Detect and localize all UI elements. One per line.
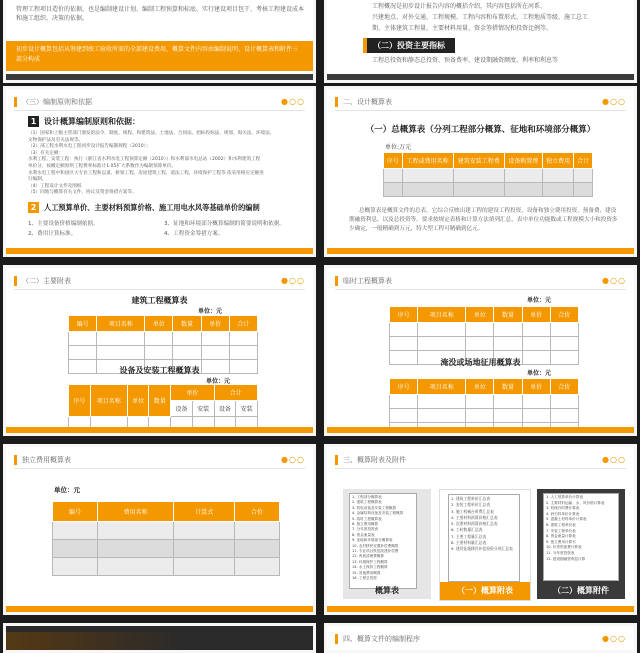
list-item: 1. 建筑工程单价汇总表 (451, 496, 491, 501)
estimate-tables-list (349, 493, 417, 589)
header-mark (335, 97, 338, 107)
slide-header-title: 临时工程概算表 (343, 277, 392, 285)
list-item: 2. 主要材料运输、水、风价格计算表 (546, 500, 605, 505)
slide-footer (327, 427, 634, 433)
col-header: 计算式 (174, 502, 235, 522)
basis-item: 1、主要设备价格编制依据。 (28, 221, 99, 227)
slide-header (14, 274, 71, 288)
section-number-1: 1 (28, 116, 39, 127)
header-dots-icon: ●○○ (602, 455, 626, 464)
attached-tables-label: （一）概算附表 (440, 582, 530, 600)
slide-footer (6, 606, 313, 612)
col-header: 设备购置费 (504, 153, 542, 169)
table-row (390, 337, 579, 351)
summary-box-text: 初步设计概算包括从筹建到竣工验收所需的全部建设费用，概算文件内容由编制说明、设计概算表和附件三部分构成 (16, 46, 299, 63)
list-item: 7. 主要工程量汇总表 (451, 533, 487, 539)
land-table-unit: 单位：元 (527, 370, 552, 377)
section-title-1: 设计概算编制原则和依据： (44, 117, 140, 126)
list-item: 1. 工程部分概算表 (352, 495, 382, 499)
header-mark (335, 634, 338, 644)
slide-header-title: （三）编制原则和依据 (22, 98, 92, 106)
investment-text: 工程总投资和静态总投资、预备费率、建设期融资额度、利率和利息等 (372, 57, 559, 64)
principle-line: 单价分、按概定额原则工程费率标准计1.05扩大系数作为编制预算单价。 (28, 163, 177, 169)
list-item: 16. 工程总投资 (352, 576, 377, 581)
col-header: 序号 (384, 153, 403, 169)
list-item: 9. 建设征地移民补偿投资分项汇总表 (451, 546, 513, 552)
list-item: 12. 建设期融资利息计算 (546, 556, 586, 561)
col-header: 数量 (494, 307, 522, 323)
principle-line: （2）部工程水利水电工程初步设计报告编制规程（2010）； (28, 144, 151, 150)
list-item: 2. 安装工程单价汇总表 (451, 502, 491, 508)
building-table-title: 建筑工程概算表 (131, 296, 188, 305)
list-item: 4. 主要材料预算价格汇总表 (451, 514, 498, 520)
col-header: 单价 (522, 307, 550, 323)
temporary-table-unit: 单位：元 (527, 297, 552, 304)
table-row (390, 409, 579, 423)
col-header: 编号 (69, 316, 97, 332)
list-item: 6. 工时数量汇总表 (451, 527, 483, 533)
independent-costs-unit: 单位：元 (54, 486, 80, 494)
table-row (53, 558, 280, 576)
header-dots-icon: ●○○ (602, 97, 626, 106)
basis-item: 2、费用计算标准。 (28, 231, 77, 237)
header-rule (335, 289, 626, 290)
header-mark (335, 455, 338, 465)
header-rule (14, 110, 305, 111)
list-item: 9. 独立费用计算书 (546, 539, 576, 544)
building-table-unit: 单位：元 (198, 308, 223, 315)
header-mark (14, 97, 17, 107)
col-header: 合计 (214, 385, 257, 401)
col-header: 单价 (171, 385, 214, 401)
table-row (69, 332, 258, 346)
table-row (390, 323, 579, 337)
header-mark (14, 276, 17, 286)
slide-summary[interactable] (3, 0, 316, 83)
slide-header (335, 274, 392, 288)
col-header: 数量 (494, 379, 522, 395)
attachments-card (537, 489, 625, 599)
estimate-tables-label: 概算表 (375, 586, 399, 595)
list-item: 4. 金属结构设备及安装工程概算 (352, 511, 404, 516)
col-header: 单位 (466, 307, 494, 323)
col-header: 数量 (149, 385, 171, 417)
col-header: 项目名称 (418, 307, 466, 323)
list-item: 4. 砂石料单价计算表 (546, 511, 580, 516)
list-item: 7. 分年度投资表 (352, 527, 379, 532)
table-row (53, 522, 280, 540)
project-overview-text-3: 期、主体建筑工程量、主要材料用量、资金筹措情况和投资比例等。 (372, 25, 553, 32)
section-heading-2 (28, 202, 260, 213)
col-header: 独立费用 (542, 153, 574, 169)
list-item: 12. 库底清理费概算 (352, 554, 385, 559)
slide-summary-text: 管理工程项目造价的依据，也是编制建设计划、编制工程预算和标底、实行建设项目包干、考核工程建设成本和施工组织、决策的依据。 (16, 6, 305, 22)
basis-item: 4、工程资金筹措方案。 (164, 231, 224, 237)
land-table-title: 淹没或场地征用概算表 (440, 358, 521, 367)
col-header: 序号 (390, 307, 418, 323)
slide-footer (327, 74, 634, 80)
list-item: 6. 独立费用概算 (352, 522, 379, 527)
col-header: 单价 (201, 316, 229, 332)
list-item: 11. 专业项目恢复改建补偿费 (352, 549, 399, 554)
header-mark (335, 276, 338, 286)
col-header: 合计 (229, 316, 257, 332)
slide-header-title: 独立费用概算表 (22, 456, 71, 464)
slide-header-title: （二）主要附表 (22, 277, 71, 285)
list-item: 13. 环境保护工程概算 (352, 559, 388, 564)
summary-box (6, 41, 313, 71)
list-item: 8. 资金流量计算表 (546, 534, 576, 539)
attachments-label: （二）概算附件 (553, 586, 609, 595)
slide-header (335, 453, 406, 467)
col-header: 合价 (235, 502, 280, 522)
principle-line: 水利水电工程中和园区大专业工程和以道、桥梁工程、房屋建筑工程、道法工程、环境保护工程等 依采用相应定额进 (28, 170, 264, 176)
basis-item: 3、征地和环境部分概算编制的简要说明和依据。 (164, 221, 286, 227)
total-estimate-table (383, 152, 593, 197)
basis-list-left (28, 219, 158, 239)
slide-investment-indicators[interactable] (324, 0, 637, 83)
independent-costs-table (52, 501, 280, 576)
col-header: 单位 (466, 379, 494, 395)
list-item: 9. 征地和环境部分概算表 (352, 538, 393, 543)
col-header: 单价 (522, 379, 550, 395)
slide-independent-costs[interactable] (3, 444, 316, 615)
slide-header (14, 95, 92, 109)
table-row (69, 346, 258, 360)
col-header: 序号 (69, 385, 91, 417)
slide-procedure[interactable] (324, 623, 637, 653)
list-item: 3. 施工机械台时费汇总表 (451, 508, 494, 514)
slide-header-title: 二、设计概算表 (343, 98, 392, 106)
col-subheader: 设备 (214, 401, 236, 417)
slide-dark-thumbnail[interactable] (3, 623, 316, 653)
list-item: 11. 分年度投资表 (546, 550, 575, 555)
slide-footer (327, 248, 634, 254)
slide-footer (6, 248, 313, 254)
list-item: 3. 机电设备及安装工程概算 (352, 505, 397, 510)
principle-line: （3）有关定额： (28, 150, 64, 156)
total-estimate-title: （一）总概算表（分列工程部分概算、征地和环境部分概算） (365, 125, 596, 135)
list-item: 15. 其他费用概算 (352, 570, 381, 575)
table-row (390, 395, 579, 409)
col-subheader: 安装 (192, 401, 214, 417)
principle-line: （5）同地与概算有关文件、协议及资金筹措方案等。 (28, 190, 137, 196)
col-header: 项目名称 (418, 379, 466, 395)
header-rule (335, 468, 626, 469)
slide-attachments[interactable] (324, 444, 637, 615)
col-subheader: 设备 (171, 401, 193, 417)
slide-total-estimate[interactable] (324, 86, 637, 257)
slide-footer (6, 74, 313, 80)
slide-principles[interactable] (3, 86, 316, 257)
col-header: 编号 (53, 502, 98, 522)
table-row (53, 540, 280, 558)
slide-header (335, 95, 392, 109)
list-item: 14. 水土保持工程概算 (352, 565, 388, 570)
estimate-tables-card (343, 489, 431, 599)
header-rule (14, 289, 305, 290)
total-estimate-unit: 单位:万元 (385, 144, 412, 151)
equipment-table-unit: 单位：元 (206, 378, 231, 385)
list-item: 8. 资金流量表 (352, 532, 375, 537)
equipment-table-title: 设备及安装工程概算表 (119, 366, 200, 375)
list-item: 5. 混凝土材料单价计算表 (546, 517, 587, 522)
list-item: 3. 机械台时费计算表 (546, 506, 580, 511)
dark-slide-accent (3, 632, 186, 653)
table-row (384, 169, 593, 183)
attached-tables-card (439, 489, 531, 601)
col-header: 单位 (145, 316, 173, 332)
header-rule (335, 110, 626, 111)
basis-list-right (164, 219, 314, 239)
col-header: 工程或费用名称 (402, 153, 453, 169)
col-header: 合计 (574, 153, 593, 169)
principle-line: （1）国家和上级主管部门颁发的法令、制度、规程、和建筑法、土地法、合同法、招标投标法、规划、海关法、环境法、 (28, 131, 275, 136)
project-overview-text: 工程概况是初步设计报告内容的概括介绍，其内容包括所在河系、 (372, 3, 547, 10)
table-row (384, 183, 593, 197)
slide-header (14, 453, 71, 467)
list-item: 8. 主要材料量汇总表 (451, 540, 487, 546)
header-dots-icon: ●○○ (281, 97, 305, 106)
principles-list (28, 131, 313, 197)
col-header: 单位 (127, 385, 149, 417)
attached-tables-list (448, 494, 520, 582)
list-item: 5. 临时工程概算表 (352, 516, 382, 521)
col-header: 数量 (173, 316, 201, 332)
principle-line: 文物保护法及有关法规等。 (28, 137, 84, 143)
list-item: 1. 人工预算单价计算表 (546, 495, 583, 499)
slide-footer (6, 427, 313, 433)
slide-header-title: 四、概算文件的编制程序 (343, 635, 420, 643)
col-header: 序号 (390, 379, 418, 395)
slide-header-title: 三、概算附表及附件 (343, 456, 406, 464)
col-header: 项目名称 (90, 385, 127, 417)
slide-footer (327, 606, 634, 612)
col-header: 合价 (550, 307, 578, 323)
list-item: 5. 次要材料预算价格汇总表 (451, 521, 498, 527)
header-dots-icon: ●○○ (281, 455, 305, 464)
principle-line: 水利工程、安装工程：执行《浙江省水利水电工程预算定额（2010）》和水利部水电总站（2002）和水利建筑工程 (28, 157, 261, 163)
header-dots-icon: ●○○ (602, 634, 626, 643)
section-heading-1 (28, 116, 140, 127)
investment-heading: （二）投资主要指标 (363, 38, 455, 53)
col-header: 合价 (550, 379, 578, 395)
header-dots-icon: ●○○ (281, 276, 305, 285)
col-header: 费用名称 (97, 502, 174, 522)
list-item: 2. 建筑工程概算表 (352, 500, 382, 505)
section-title-2: 人工预算单价、主要材料预算价格、施工用电水风等基础单价的编制 (44, 202, 260, 212)
attachments-list (543, 493, 619, 581)
header-mark (14, 455, 17, 465)
principle-line: 行编制。 (28, 177, 47, 183)
section-number-2: 2 (28, 202, 39, 213)
list-item: 7. 安装工程单价表 (546, 528, 576, 533)
col-header: 项目名称 (97, 316, 145, 332)
slide-temporary-works[interactable] (324, 265, 637, 436)
header-dots-icon: ●○○ (602, 276, 626, 285)
project-overview-text-2: 兴建地点、对外交通、工程规模、工程内容和布置形式、工程地质等级、施工总工 (372, 14, 589, 21)
slide-main-appendix[interactable] (3, 265, 316, 436)
col-subheader: 安装 (236, 401, 258, 417)
total-estimate-description: 总概算表是概算文件的总表，它综合反映出建工程的建设工程投资、设备和独立费用投资、预备费、建设期融资利息，以及总投资等。要求按规定表格和计算方法填列汇总，表中单位功能数或工程规模大小和投资多少确定，一般精确到万元，特大型工程可精确到亿元。 (349, 208, 618, 232)
list-item: 10. 农村移民安置补偿费概算 (352, 543, 399, 548)
col-header: 建筑安装工程费 (453, 153, 504, 169)
list-item: 10. 价差预备费计算表 (546, 545, 582, 550)
header-rule (14, 468, 305, 469)
principle-line: （4）工程设计文件及图纸 (28, 183, 82, 189)
list-item: 6. 建筑工程单价表 (546, 522, 576, 527)
slide-header (335, 632, 420, 646)
